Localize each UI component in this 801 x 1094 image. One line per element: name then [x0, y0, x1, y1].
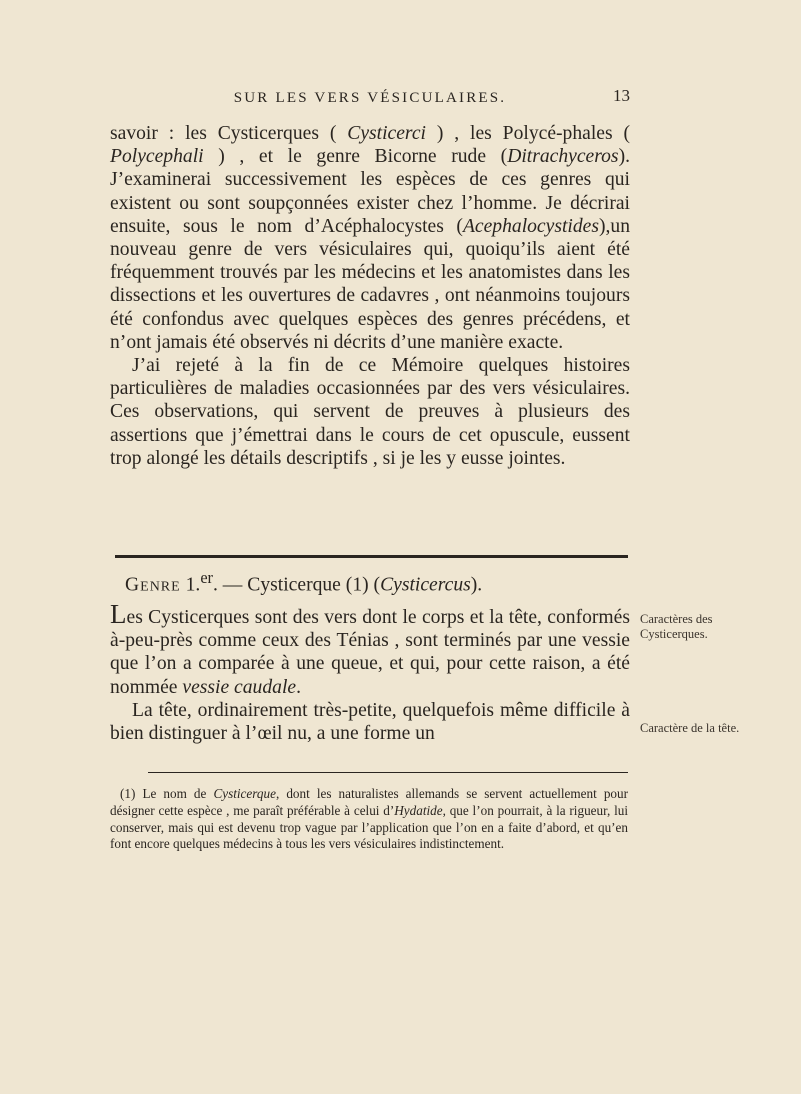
- section-text: [110, 599, 630, 745]
- intro-text: [110, 122, 630, 470]
- intro-paragraph-1: savoir : les Cysticerques ( Cysticerci ) , les Polycé-phales ( Polycephali ) , et le genre Bicorne rude (Ditrachyceros). J’examinerai successivement les espèces de ces genres qui existent ou sont soupçonnées exister chez l’homme. Je décrirai ensuite, sous le nom d’Acéphalocystes (Acephalocystides),un nouveau genre de vers vésiculaires qui, quoiqu’ils aient été fréquemment trouvés par les médecins et les anatomistes dans les dissections et les ouvertures de cadavres , ont néanmoins toujours été confondus avec quelques espèces des genres précédens, et n’ont jamais été observés ni décrits d’une manière exacte.: [110, 123, 630, 353]
- page-number: 13: [613, 86, 630, 105]
- footnote-divider: [148, 772, 628, 773]
- running-head: SUR LES VERS VÉSICULAIRES.: [233, 90, 507, 106]
- drop-cap: L: [110, 599, 127, 629]
- section-paragraph-1: Les Cysticerques sont des vers dont le corps et la tête, conformés à-peu-près comme ceux des Ténias , sont terminés par une vessie que l’on a comparée à une queue, et qui, pour cette raison, a été nommée vessie caudale.: [110, 599, 630, 698]
- section-paragraph-2: La tête, ordinairement très-petite, quelquefois même difficile à bien distinguer à l’œil nu, a une forme un: [110, 699, 630, 745]
- margin-note-cysticerques: Caractères des Cysticerques.: [640, 612, 713, 641]
- footnote: (1) Le nom de Cysticerque, dont les naturalistes allemands se servent actuellement pour désigner cette espèce , me paraît préférable à celui d’Hydatide, que l’on pourrait, à la rigueur, lui conserver, mais qui est devenu trop vague par l’application que l’on en a faite d’abord, et qu’en font encore quelques médecins à tous les vers vésiculaires indistinctement.: [110, 786, 628, 852]
- section-divider: [115, 555, 628, 558]
- margin-note-tete: Caractère de la tête.: [640, 721, 740, 735]
- genre-heading: Genre 1.$^{er}$. — Cysticerque (1) (Cysticercus).: [125, 568, 483, 596]
- intro-paragraph-2: J’ai rejeté à la fin de ce Mémoire quelques histoires particulières de maladies occasionnées par des vers vésiculaires. Ces observations, qui servent de preuves à plusieurs des assertions que j’émettrai dans le cours de cet opuscule, eussent trop alongé les détails descriptifs , si je les y eusse jointes.: [110, 355, 630, 469]
